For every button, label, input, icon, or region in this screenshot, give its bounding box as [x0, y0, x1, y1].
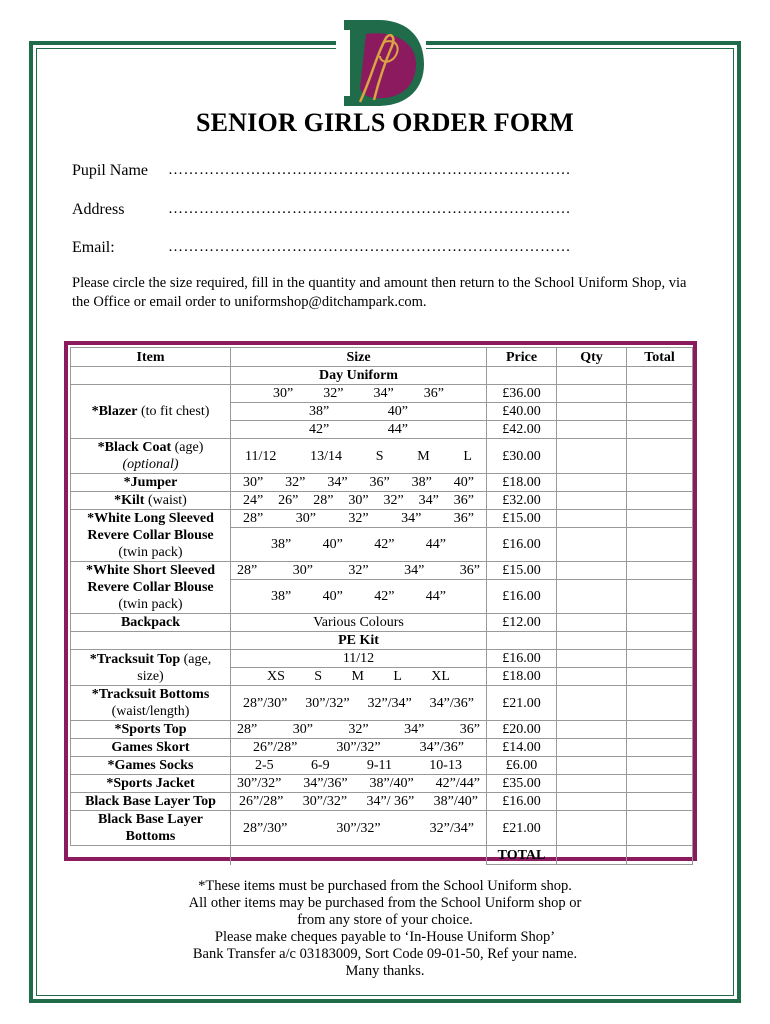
footer-line: *These items must be purchased from the School Uniform shop. — [198, 878, 572, 894]
size-cell[interactable]: 24” 26” 28” 30” 32” 34” 36” — [231, 492, 487, 510]
total-cell[interactable] — [627, 474, 693, 492]
price-cell: £32.00 — [487, 492, 557, 510]
price-cell: £6.00 — [487, 757, 557, 775]
header-size: Size — [231, 348, 487, 367]
total-cell[interactable] — [627, 650, 693, 668]
item-jumper: *Jumper — [71, 474, 231, 492]
price-cell: £18.00 — [487, 474, 557, 492]
qty-cell[interactable] — [557, 510, 627, 528]
pupil-name-label: Pupil Name — [72, 162, 148, 179]
size-cell[interactable]: 30” 32” 34” 36” 38” 40” — [231, 474, 487, 492]
size-cell[interactable]: Various Colours — [231, 614, 487, 632]
size-cell[interactable]: 28” 30” 32” 34” 36” — [231, 562, 487, 580]
item-white-short-sleeved: *White Short Sleeved Revere Collar Blouse (twin pack) — [71, 562, 231, 614]
price-cell: £20.00 — [487, 721, 557, 739]
qty-cell[interactable] — [557, 439, 627, 474]
price-cell: £16.00 — [487, 793, 557, 811]
qty-cell[interactable] — [557, 528, 627, 562]
grand-total-amount[interactable] — [627, 846, 693, 865]
footer-line: Bank Transfer a/c 03183009, Sort Code 09-01-50, Ref your name. — [192, 946, 578, 962]
header-price: Price — [487, 348, 557, 367]
grand-total-qty[interactable] — [557, 846, 627, 865]
email-input[interactable]: …………………………………………………………………… — [168, 239, 571, 255]
item-games-skort: Games Skort — [71, 739, 231, 757]
size-cell[interactable]: 28”/30” 30”/32” 32”/34” — [231, 811, 487, 846]
size-cell[interactable]: 26”/28” 30”/32” 34”/36” — [231, 739, 487, 757]
total-cell[interactable] — [627, 614, 693, 632]
qty-cell[interactable] — [557, 757, 627, 775]
price-cell: £35.00 — [487, 775, 557, 793]
qty-cell[interactable] — [557, 650, 627, 668]
item-sports-top: *Sports Top — [71, 721, 231, 739]
item-games-socks: *Games Socks — [71, 757, 231, 775]
total-cell[interactable] — [627, 421, 693, 439]
size-cell[interactable]: 11/12 13/14 S M L — [231, 439, 487, 474]
qty-cell[interactable] — [557, 793, 627, 811]
size-cell[interactable]: 28”/30” 30”/32” 32”/34” 34”/36” — [231, 686, 487, 721]
address-input[interactable]: …………………………………………………………………… — [168, 201, 571, 217]
size-cell[interactable]: 38” 40” 42” 44” — [231, 580, 487, 614]
price-cell: £14.00 — [487, 739, 557, 757]
size-cell[interactable]: 30” 32” 34” 36” — [231, 385, 487, 403]
price-cell: £16.00 — [487, 580, 557, 614]
section-pe-kit: PE Kit — [231, 632, 487, 650]
total-cell[interactable] — [627, 757, 693, 775]
footer-line: All other items may be purchased from the School Uniform shop or — [188, 895, 582, 911]
price-cell: £21.00 — [487, 686, 557, 721]
footer-line: Many thanks. — [345, 963, 425, 979]
size-cell[interactable]: 30”/32” 34”/36” 38”/40” 42”/44” — [231, 775, 487, 793]
item-white-long-sleeved: *White Long Sleeved Revere Collar Blouse (twin pack) — [71, 510, 231, 562]
qty-cell[interactable] — [557, 403, 627, 421]
address-label: Address — [72, 201, 125, 218]
price-cell: £16.00 — [487, 650, 557, 668]
total-label: TOTAL — [487, 846, 557, 865]
header-qty: Qty — [557, 348, 627, 367]
size-cell[interactable]: 28” 30” 32” 34” 36” — [231, 510, 487, 528]
total-cell[interactable] — [627, 510, 693, 528]
section-day-uniform: Day Uniform — [231, 367, 487, 385]
item-tracksuit-bottoms: *Tracksuit Bottoms (waist/length) — [71, 686, 231, 721]
instructions: Please circle the size required, fill in the quantity and amount then return to the School Uniform Shop, via the Office or email order to uniformshop@ditchampark.com. — [72, 275, 687, 310]
order-table — [70, 347, 693, 865]
item-black-base-layer-top: Black Base Layer Top — [71, 793, 231, 811]
item-blazer: *Blazer (to fit chest) — [71, 385, 231, 439]
qty-cell[interactable] — [557, 421, 627, 439]
size-cell[interactable]: XS S M L XL — [231, 668, 487, 686]
total-cell[interactable] — [627, 668, 693, 686]
header-total: Total — [627, 348, 693, 367]
total-cell[interactable] — [627, 528, 693, 562]
total-cell[interactable] — [627, 403, 693, 421]
qty-cell[interactable] — [557, 668, 627, 686]
size-cell[interactable]: 11/12 — [231, 650, 487, 668]
price-cell: £42.00 — [487, 421, 557, 439]
price-cell: £21.00 — [487, 811, 557, 846]
total-cell[interactable] — [627, 811, 693, 846]
qty-cell[interactable] — [557, 614, 627, 632]
size-cell[interactable]: 38” 40” 42” 44” — [231, 528, 487, 562]
size-cell[interactable]: 2-5 6-9 9-11 10-13 — [231, 757, 487, 775]
total-cell[interactable] — [627, 686, 693, 721]
footer-line: Please make cheques payable to ‘In-House Uniform Shop’ — [214, 929, 556, 945]
total-cell[interactable] — [627, 385, 693, 403]
price-cell: £12.00 — [487, 614, 557, 632]
size-cell[interactable]: 42” 44” — [231, 421, 487, 439]
qty-cell[interactable] — [557, 580, 627, 614]
item-tracksuit-top: *Tracksuit Top (age, size) — [71, 650, 231, 686]
qty-cell[interactable] — [557, 385, 627, 403]
total-cell[interactable] — [627, 775, 693, 793]
item-backpack: Backpack — [71, 614, 231, 632]
price-cell: £16.00 — [487, 528, 557, 562]
school-logo — [336, 16, 426, 108]
header-item: Item — [71, 348, 231, 367]
total-cell[interactable] — [627, 721, 693, 739]
qty-cell[interactable] — [557, 739, 627, 757]
price-cell: £15.00 — [487, 510, 557, 528]
qty-cell[interactable] — [557, 775, 627, 793]
qty-cell[interactable] — [557, 721, 627, 739]
price-cell: £18.00 — [487, 668, 557, 686]
total-cell[interactable] — [627, 580, 693, 614]
price-cell: £15.00 — [487, 562, 557, 580]
qty-cell[interactable] — [557, 811, 627, 846]
form-title: SENIOR GIRLS ORDER FORM — [195, 108, 575, 137]
item-sports-jacket: *Sports Jacket — [71, 775, 231, 793]
size-cell[interactable]: 38” 40” — [231, 403, 487, 421]
price-cell: £30.00 — [487, 439, 557, 474]
price-cell: £36.00 — [487, 385, 557, 403]
size-cell[interactable]: 26”/28” 30”/32” 34”/ 36” 38”/40” — [231, 793, 487, 811]
qty-cell[interactable] — [557, 562, 627, 580]
price-cell: £40.00 — [487, 403, 557, 421]
total-cell[interactable] — [627, 492, 693, 510]
qty-cell[interactable] — [557, 492, 627, 510]
total-cell[interactable] — [627, 439, 693, 474]
pupil-name-input[interactable]: …………………………………………………………………… — [168, 162, 571, 178]
qty-cell[interactable] — [557, 686, 627, 721]
email-label: Email: — [72, 239, 115, 256]
total-cell[interactable] — [627, 739, 693, 757]
item-black-coat: *Black Coat (age) (optional) — [71, 439, 231, 474]
total-cell[interactable] — [627, 562, 693, 580]
item-black-base-layer-bottoms: Black Base Layer Bottoms — [71, 811, 231, 846]
item-kilt: *Kilt (waist) — [71, 492, 231, 510]
total-cell[interactable] — [627, 793, 693, 811]
size-cell[interactable]: 28” 30” 32” 34” 36” — [231, 721, 487, 739]
footer-notes — [0, 878, 770, 980]
footer-line: from any store of your choice. — [297, 912, 473, 928]
qty-cell[interactable] — [557, 474, 627, 492]
